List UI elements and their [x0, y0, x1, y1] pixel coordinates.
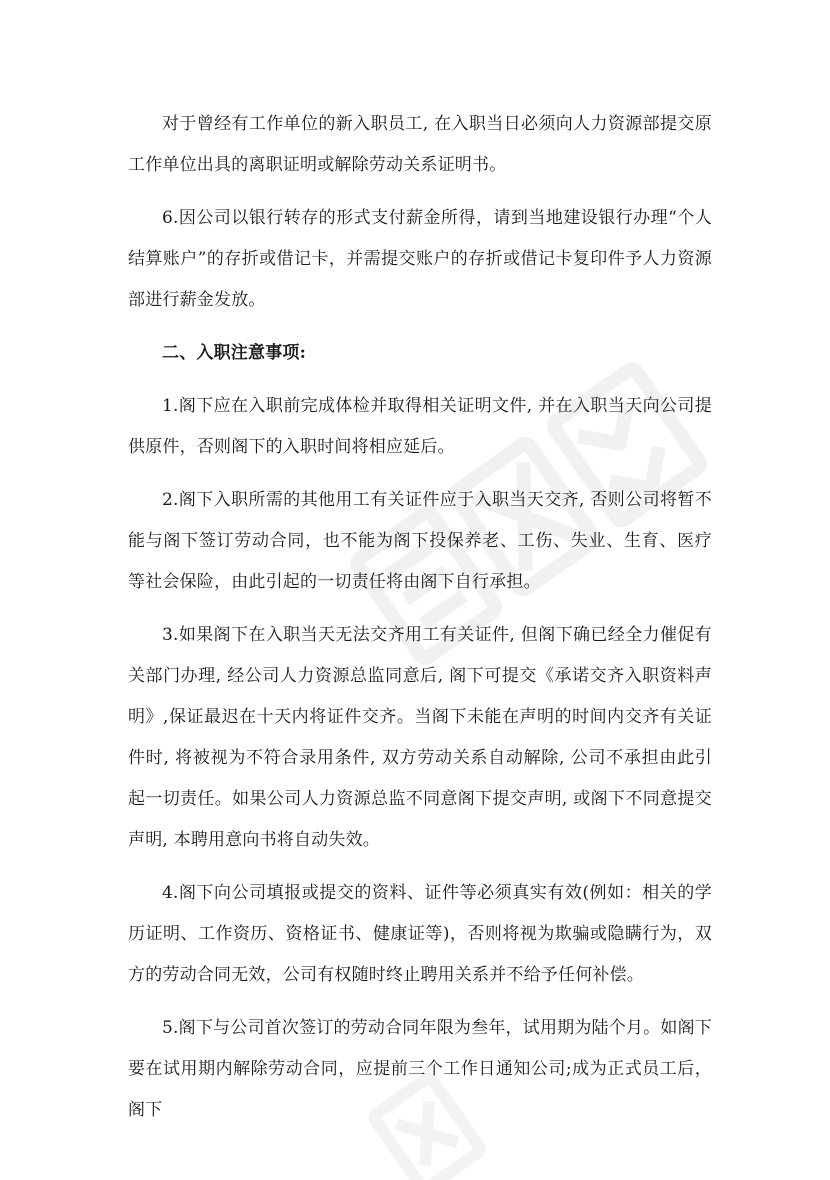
paragraph-note-4: 4.阁下向公司填报或提交的资料、证件等必须真实有效(例如：相关的学历证明、工作资历、资格证书、健康证等)，否则将视为欺骗或隐瞒行为，双方的劳动合同无效，公司有权随时终止聘用关系并不给予任何补偿。 [128, 883, 712, 985]
paragraph-prior-employer: 对于曾经有工作单位的新入职员工, 在入职当日必须向人力资源部提交原工作单位出具的离职证明或解除劳动关系证明书。 [128, 114, 712, 175]
paragraph-note-2: 2.阁下入职所需的其他用工有关证件应于入职当天交齐, 否则公司将暂不能与阁下签订劳动合同，也不能为阁下投保养老、工伤、失业、生育、医疗等社会保险，由此引起的一切责任将由阁下自行承担。 [128, 490, 712, 592]
paragraph-note-3: 3.如果阁下在入职当天无法交齐用工有关证件, 但阁下确已经全力催促有关部门办理, 经公司人力资源总监同意后, 阁下可提交《承诺交齐入职资料声明》,保证最迟在十天内将证件交齐。当阁下未能在声明的时间内交齐有关证件时, 将被视为不符合录用条件, 双方劳动关系自动解除, 公司不承担由此引起一切责任。如果公司人力资源总监不同意阁下提交声明, 或阁下不同意提交声明, 本聘用意向书将自动失效。 [128, 625, 712, 850]
document-body [128, 104, 712, 1143]
section-heading-onboarding-notes: 二、入职注意事项: [162, 343, 307, 363]
paragraph-note-5: 5.阁下与公司首次签订的劳动合同年限为叁年，试用期为陆个月。如阁下要在试用期内解除劳动合同，应提前三个工作日通知公司;成为正式员工后，阁下 [128, 1018, 712, 1120]
paragraph-note-1: 1.阁下应在入职前完成体检并取得相关证明文件, 并在入职当天向公司提供原件，否则阁下的入职时间将相应延后。 [128, 396, 712, 457]
paragraph-item-6: 6.因公司以银行转存的形式支付薪金所得，请到当地建设银行办理“个人结算账户”的存折或借记卡，并需提交账户的存折或借记卡复印件予人力资源部进行薪金发放。 [128, 208, 712, 310]
